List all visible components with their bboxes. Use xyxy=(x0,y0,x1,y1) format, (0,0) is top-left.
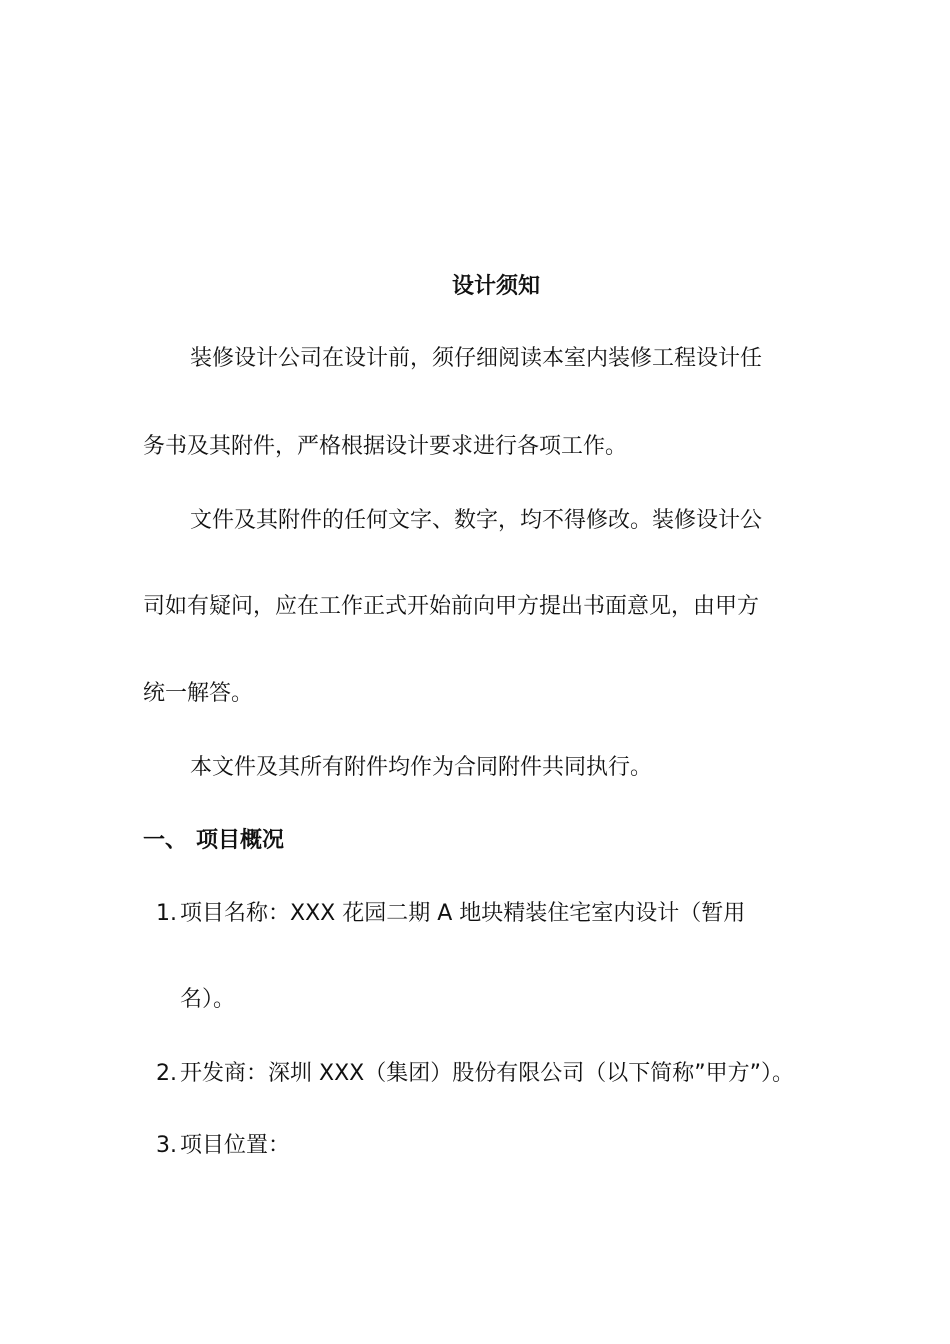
list-item-3-number: 3. xyxy=(156,1133,177,1158)
list-item-2-number: 2. xyxy=(156,1061,177,1086)
list-item-2-line-1: 开发商：深圳 XXX（集团）股份有限公司（以下简称”甲方”）。 xyxy=(180,1061,795,1086)
list-item-3-line-1: 项目位置： xyxy=(180,1133,291,1158)
paragraph-2-line-3: 统一解答。 xyxy=(143,681,254,706)
paragraph-2-line-1: 文件及其附件的任何文字、数字，均不得修改。装修设计公 xyxy=(190,508,763,533)
document-title: 设计须知 xyxy=(452,274,541,299)
list-item-1-line-2: 名）。 xyxy=(180,987,236,1012)
paragraph-2-line-2: 司如有疑问，应在工作正式开始前向甲方提出书面意见，由甲方 xyxy=(143,594,760,619)
paragraph-1-line-1: 装修设计公司在设计前，须仔细阅读本室内装修工程设计任 xyxy=(190,346,763,371)
paragraph-1-line-2: 务书及其附件，严格根据设计要求进行各项工作。 xyxy=(143,434,628,459)
list-item-1-line-1: 项目名称：XXX 花园二期 A 地块精装住宅室内设计（暂用 xyxy=(180,901,746,926)
section-1-heading: 项目概况 xyxy=(196,828,285,853)
paragraph-3-line-1: 本文件及其所有附件均作为合同附件共同执行。 xyxy=(190,755,653,780)
list-item-1-number: 1. xyxy=(156,901,177,926)
section-1-number: 一、 xyxy=(143,828,188,853)
